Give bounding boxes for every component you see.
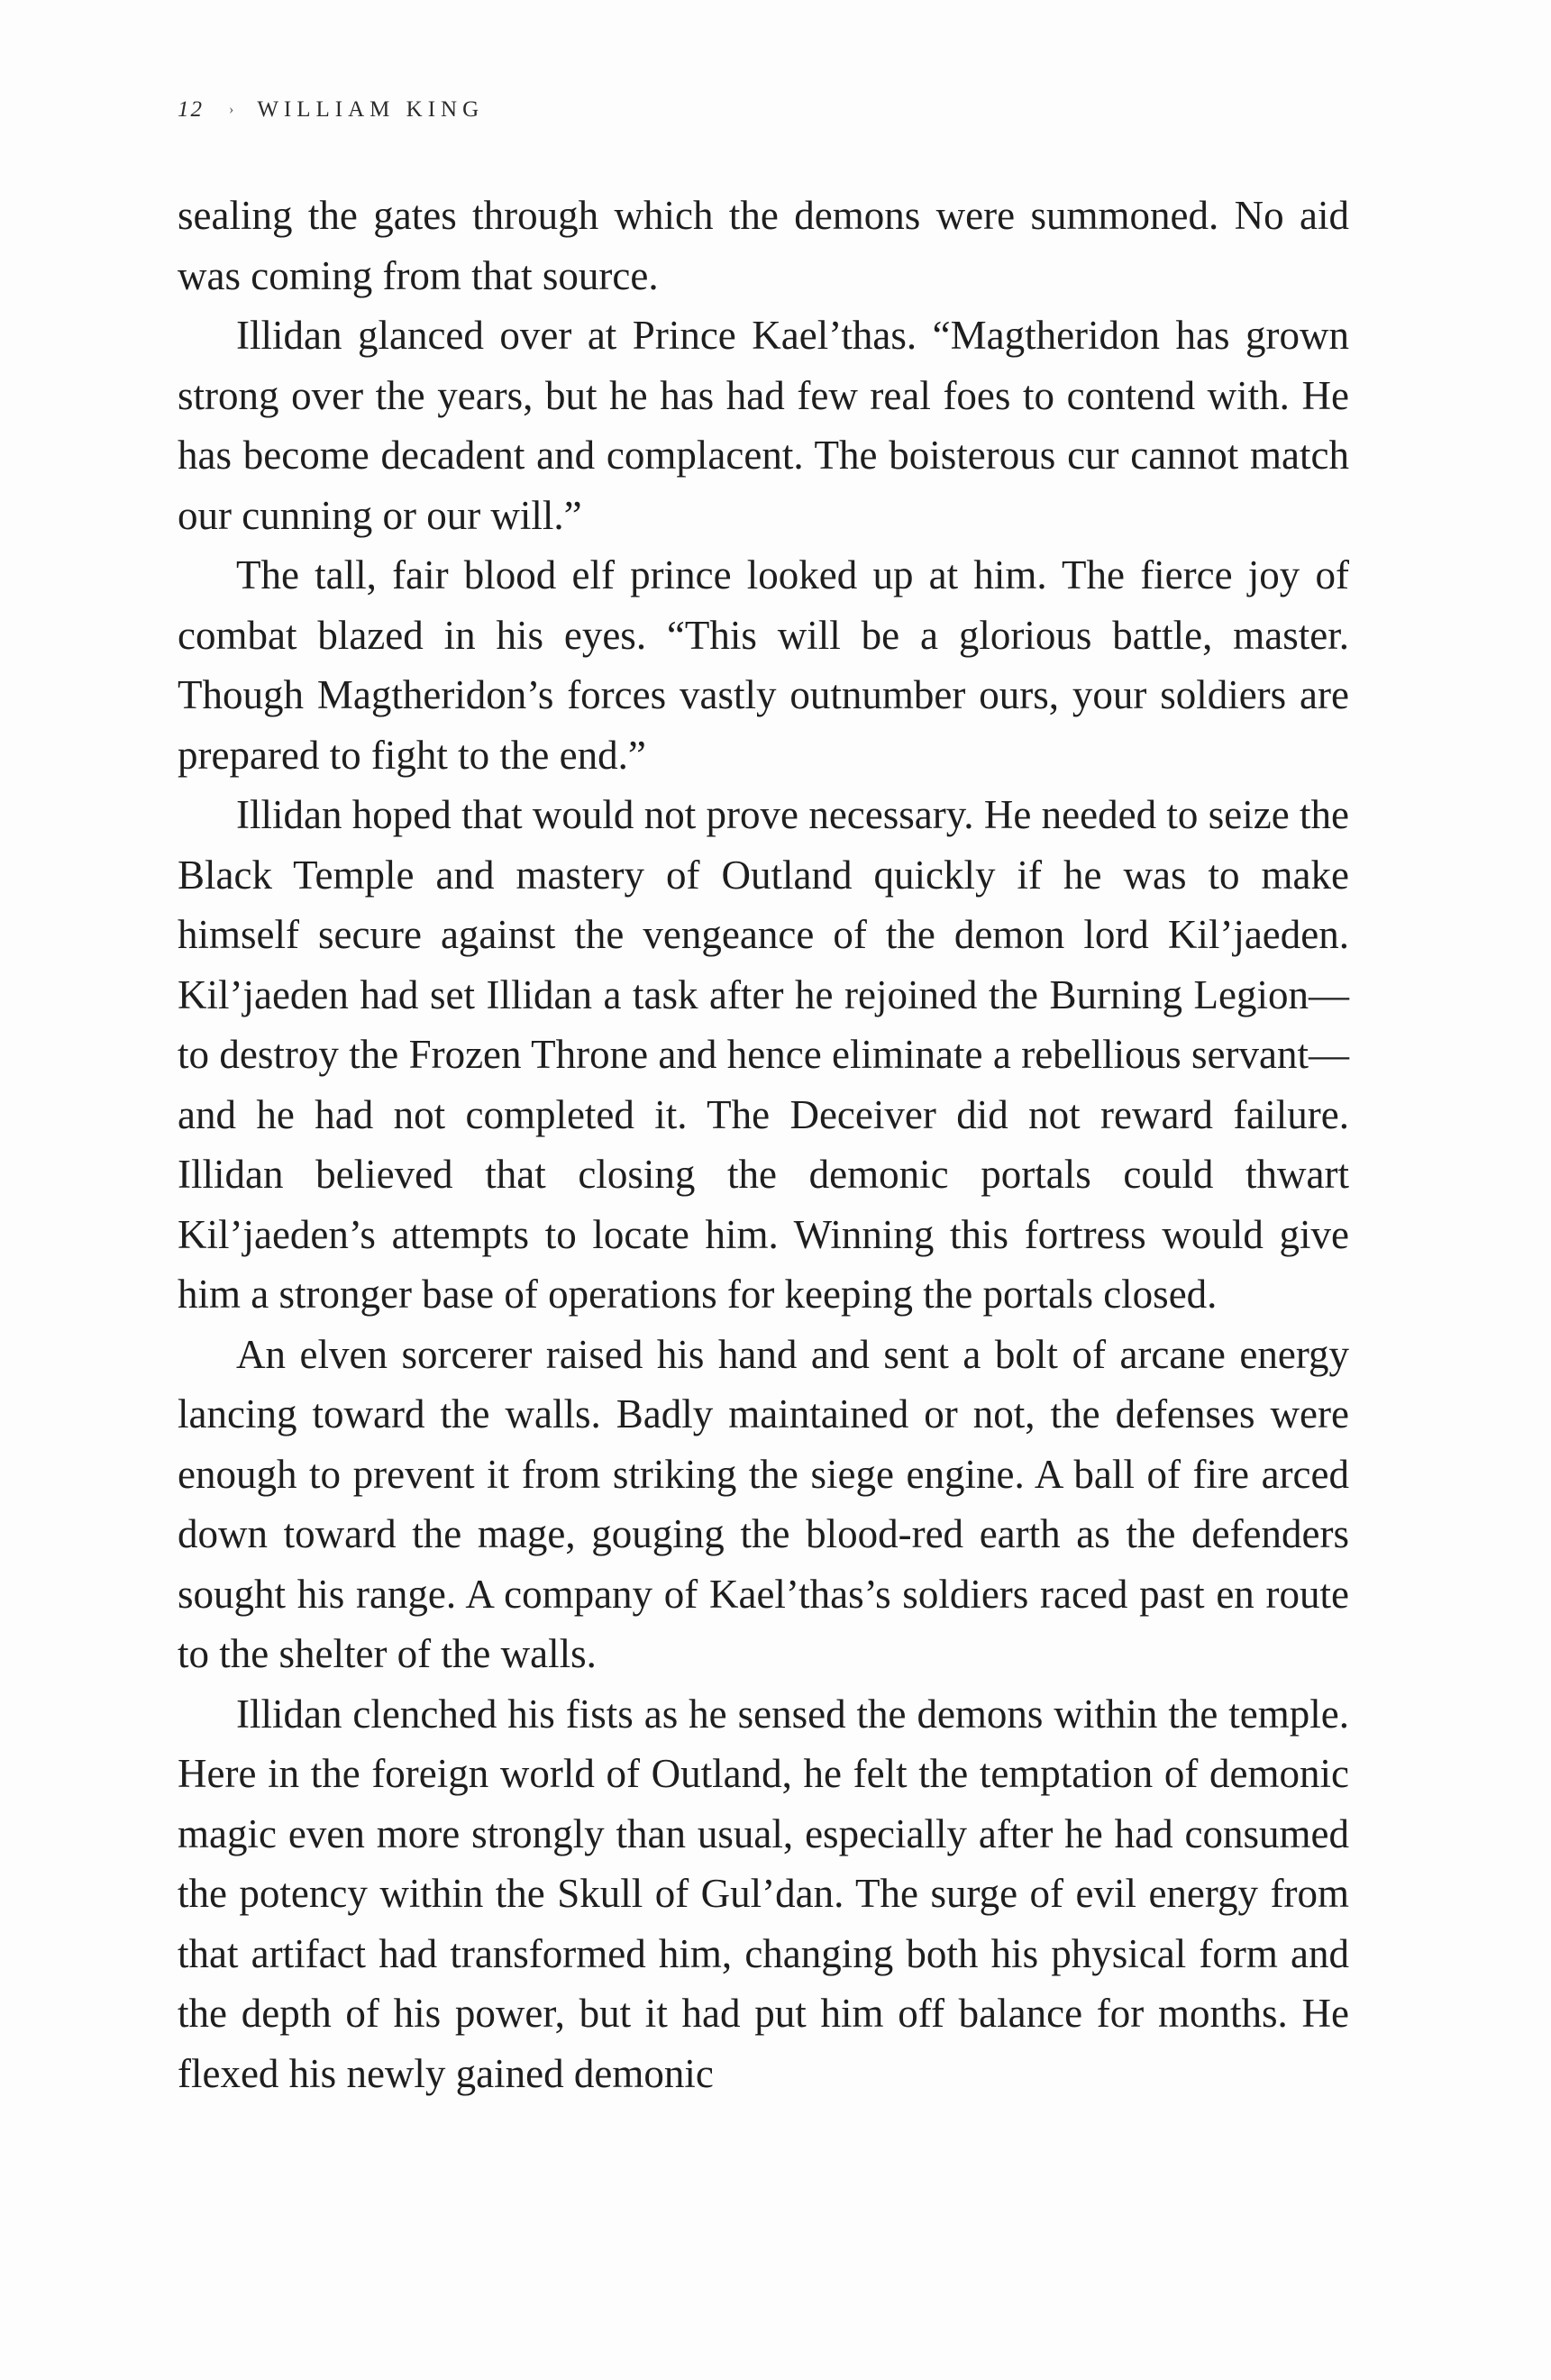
separator-glyph: › xyxy=(229,102,234,117)
author-name: WILLIAM KING xyxy=(257,97,485,122)
page-number: 12 xyxy=(178,97,204,122)
paragraph: Illidan glanced over at Prince Kael’thas. “Magtheridon has grown strong over the years, but he has had few real foes to contend with. He has become decadent and complacent. The boisterous cur cannot match our cunning or our will.” xyxy=(178,313,1349,538)
paragraph: An elven sorcerer raised his hand and sent a bolt of arcane energy lancing toward the walls. Badly maintained or not, the defenses were enough to prevent it from striking the siege engine. A ball of fire arced down toward the mage, gouging the blood-red earth as the defenders sought his range. A company of Kael’thas’s soldiers raced past en route to the shelter of the walls. xyxy=(178,1331,1349,1676)
paragraph: The tall, fair blood elf prince looked up at him. The fierce joy of combat blazed in his eyes. “This will be a glorious battle, master. Though Magtheridon’s forces vastly outnumber ours, your soldiers are prepared to fight to the end.” xyxy=(178,552,1349,778)
running-head xyxy=(178,92,484,128)
paragraph: Illidan hoped that would not prove necessary. He needed to seize the Black Temple and mastery of Outland quickly if he was to make himself secure against the vengeance of the demon lord Kil’jaeden. Kil’jaeden had set Illidan a task after he rejoined the Burning Legion—to destroy the Frozen Throne and hence eliminate a rebellious servant—and he had not completed it. The Deceiver did not reward failure. Illidan believed that closing the demonic portals could thwart Kil’jaeden’s attempts to locate him. Winning this fortress would give him a stronger base of operations for keeping the portals closed. xyxy=(178,792,1349,1317)
paragraph: Illidan clenched his fists as he sensed the demons within the temple. Here in the foreign world of Outland, he felt the temptation of demonic magic even more strongly than usual, especially after he had consumed the potency within the Skull of Gul’dan. The surge of evil energy from that artifact had transformed him, changing both his physical form and the depth of his power, but it had put him off balance for months. He flexed his newly gained demonic xyxy=(178,1691,1349,2096)
body-text xyxy=(178,186,1349,2103)
paragraph: sealing the gates through which the demons were summoned. No aid was coming from that source. xyxy=(178,193,1349,298)
